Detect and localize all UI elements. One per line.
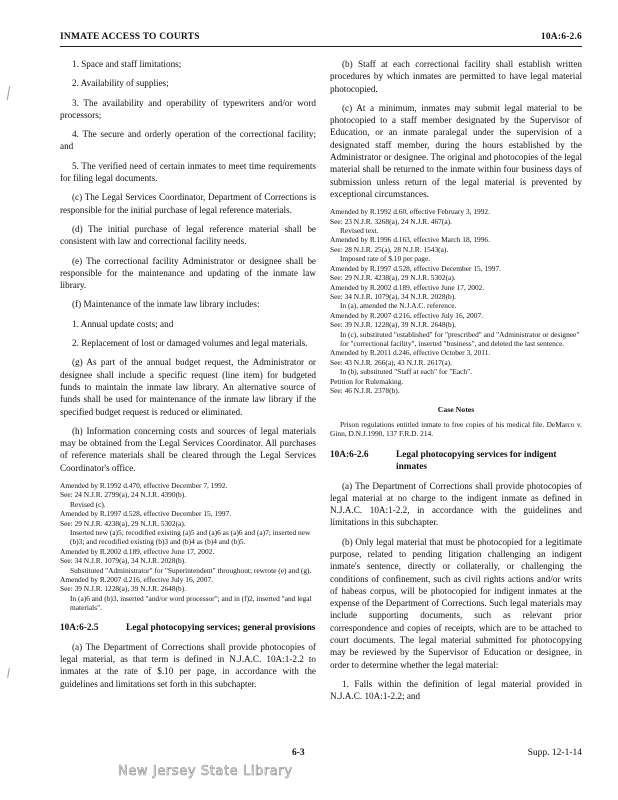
history-line: In (c), substituted "established" for "prescribed" and "Administrator or designee" for "correctional facility", inserted "business", and deleted the last sentence. — [340, 329, 580, 348]
history-line: Imposed rate of $.10 per page. — [340, 254, 431, 264]
history-line: Amended by R.1992 d.470, effective December 7, 1992. — [60, 481, 228, 491]
history-line: See: 34 N.J.R. 1079(a), 34 N.J.R. 2028(b). — [330, 291, 457, 301]
margin-mark — [7, 86, 10, 100]
right-column — [330, 58, 582, 710]
page-number: 6-3 — [292, 748, 305, 758]
history-line: Amended by R.2007 d.216, effective July 16, 2007. — [330, 310, 483, 320]
list-item: 5. The verified need of certain inmates to meet time requirements for filing legal documents. — [60, 160, 316, 184]
header-section-number: 10A:6-2.6 — [540, 32, 582, 42]
list-item: 1. Falls within the definition of legal material provided in N.J.A.C. 10A:1-2.2; and — [330, 678, 582, 702]
paragraph-b: (b) Staff at each correctional facility shall establish written procedures by which inmates are permitted to have legal material photocopied. — [330, 59, 582, 94]
history-line: See: 29 N.J.R. 4238(a), 29 N.J.R. 5302(a). — [330, 273, 456, 283]
section-paragraph: (b) Only legal material that must be photocopied for a legitimate purpose, related to pending litigation challenging an indigent inmate's sentence, directly or collaterally, or challenging the conditions of confinement, such as civil rights actions and/or writs of habeas corpus, will be photocopied for indigent inmates at the expense of the Department of Corrections. Such legal materials may include supporting documents, such as relevant prior correspondence and copies of receipts, which are to be attached to court documents. The legal material submitted for photocopying may be reviewed by the Supervisor of Education or designee, in order to determine whether the legal material: — [330, 536, 582, 670]
margin-mark — [7, 668, 10, 678]
list-item: 2. Availability of supplies; — [72, 78, 169, 89]
history-line: Petition for Rulemaking. — [330, 376, 404, 386]
supplement-date: Supp. 12-1-14 — [527, 748, 582, 758]
history-notes — [330, 207, 582, 395]
running-header — [60, 30, 582, 47]
section-paragraph: (a) The Department of Corrections shall provide photocopies of legal material, as that term is defined in N.J.A.C. 10A:1-2.2 to inmates at the rate of $.10 per page, in accordance with the guidelines and limitations set forth in this subchapter. — [60, 641, 316, 689]
list-item: 2. Replacement of lost or damaged volumes and legal materials. — [72, 338, 308, 349]
paragraph-g: (g) As part of the annual budget request, the Administrator or designee shall include a specific request (line item) for budgeted funds to maintain the inmate law library. An alternative source of funds shall be used for maintenance of the inmate law library if the specified budget request is reduced or eliminated. — [60, 357, 316, 417]
list-item: 4. The secure and orderly operation of the correctional facility; and — [60, 129, 316, 152]
history-line: Substituted "Administrator" for "Superintendent" throughout; rewrote (e) and (g). — [70, 565, 312, 575]
history-line: Inserted new (a)5; recodified existing (a)5 and (a)6 as (a)6 and (a)7; inserted new (b)3; and recodified existing (b)3 and (b)4 as (b)4 and (b)5. — [70, 528, 311, 547]
library-watermark: New Jersey State Library — [118, 764, 293, 779]
history-line: Amended by R.2002 d.189, effective June 17, 2002. — [330, 282, 485, 292]
paragraph-c: (c) At a minimum, inmates may submit legal material to be photocopied to a staff member designated by the Supervisor of Education, or an inmate paralegal under the supervision of a designated staff member, during the hours established by the Administrator or designee. The original and photocopies of the legal material shall be returned to the inmate within four business days of submission unless return of the legal material is prevented by exceptional circumstances. — [330, 102, 582, 199]
list-item: 1. Annual update costs; and — [72, 318, 174, 329]
header-title: INMATE ACCESS TO COURTS — [60, 32, 200, 42]
case-notes-text: Prison regulations entitled inmate to free copies of his medical file. DeMarco v. Ginn, D.N.J.1990, 137 F.R.D. 214. — [330, 419, 582, 439]
history-line: Amended by R.1992 d.60, effective February 3, 1992. — [330, 207, 490, 217]
section-title: Legal photocopying services for indigent inmates — [396, 449, 557, 472]
history-line: In (a), amended the N.J.A.C. reference. — [340, 301, 457, 311]
history-line: See: 29 N.J.R. 4238(a), 29 N.J.R. 5302(a). — [60, 518, 186, 528]
section-heading — [60, 622, 316, 634]
section-paragraph: (a) The Department of Corrections shall provide photocopies of legal material at no charge to the indigent inmate as defined in N.J.A.C. 10A:1-2.2, in accordance with the guidelines and limitations in this subchapter. — [330, 480, 582, 528]
paragraph-h: (h) Information concerning costs and sources of legal materials may be obtained from the Legal Services Coordinator. All purchases of reference materials shall be cleared through the Legal Services Coordinator's office. — [60, 425, 316, 473]
history-line: See: 43 N.J.R. 266(a), 43 N.J.R. 2617(a). — [330, 357, 452, 367]
history-line: See: 24 N.J.R. 2799(a), 24 N.J.R. 4390(b). — [60, 490, 187, 500]
section-title: Legal photocopying services; general provisions — [126, 622, 316, 633]
case-notes-heading: Case Notes — [437, 405, 475, 415]
section-heading — [330, 449, 582, 473]
history-line: In (b), substituted "Staff at each" for "Each". — [340, 367, 472, 377]
history-line: Revised text. — [340, 226, 379, 236]
history-line: See: 34 N.J.R. 1079(a), 34 N.J.R. 2028(b). — [60, 556, 187, 566]
history-line: Amended by R.2011 d.246, effective October 3, 2011. — [330, 348, 491, 358]
history-line: Amended by R.1996 d.163, effective March 18, 1996. — [330, 235, 490, 245]
left-column — [60, 58, 316, 697]
section-number: 10A:6-2.5 — [60, 622, 99, 633]
paragraph-e: (e) The correctional facility Administrator or designee shall be responsible for the maintenance and updating of the inmate law library. — [60, 255, 316, 291]
history-line: See: 23 N.J.R. 3268(a), 24 N.J.R. 467(a). — [330, 216, 452, 226]
section-number: 10A:6-2.6 — [330, 449, 369, 460]
history-line: See: 39 N.J.R. 1228(a), 39 N.J.R. 2648(b). — [60, 584, 187, 594]
history-line: See: 28 N.J.R. 25(a), 28 N.J.R. 1543(a). — [330, 244, 449, 254]
paragraph-d: (d) The initial purchase of legal reference material shall be consistent with law and correctional facility needs. — [60, 223, 316, 247]
list-item: 3. The availability and operability of typewriters and/or word processors; — [60, 97, 316, 120]
paragraph-c: (c) The Legal Services Coordinator, Department of Corrections is responsible for the initial purchase of legal reference materials. — [60, 192, 316, 215]
history-line: See: 39 N.J.R. 1228(a), 39 N.J.R. 2648(b). — [330, 320, 457, 330]
history-notes — [60, 481, 316, 613]
history-line: Amended by R.2007 d.216, effective July 16, 2007. — [60, 575, 213, 585]
history-line: See: 46 N.J.R. 2378(b). — [330, 385, 400, 395]
history-line: In (a)6 and (b)3, inserted "and/or word processor"; and in (f)2, inserted "and legal materials". — [70, 593, 312, 613]
list-item: 1. Space and staff limitations; — [72, 59, 182, 69]
history-line: Amended by R.1997 d.528, effective December 15, 1997. — [330, 263, 502, 273]
history-line: Revised (c). — [70, 499, 106, 509]
history-line: Amended by R.2002 d.189, effective June 17, 2002. — [60, 546, 215, 556]
history-line: Amended by R.1997 d.528, effective December 15, 1997. — [60, 509, 232, 519]
paragraph-f: (f) Maintenance of the inmate law library includes: — [72, 299, 260, 310]
